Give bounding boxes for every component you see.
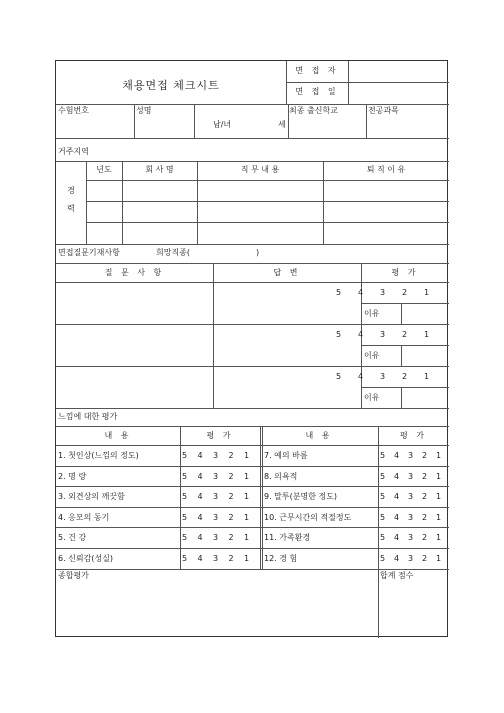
eval-right-3-scale[interactable] xyxy=(380,492,450,502)
eval-right-3-score-2[interactable]: 2 xyxy=(422,492,428,501)
eval-item-left-5: 5. 건 강 xyxy=(58,533,87,542)
answer-header: 답 변 xyxy=(273,268,301,277)
question-1-scale[interactable] xyxy=(336,288,449,298)
name-label: 성명 xyxy=(136,106,152,115)
eval-left-5-scale[interactable] xyxy=(182,533,262,543)
eval-right-1-score-2[interactable]: 2 xyxy=(422,451,428,460)
interviewer-label: 면 접 자 xyxy=(295,66,339,75)
interview-date-label: 면 접 일 xyxy=(295,87,339,96)
eval-left-1-score-2[interactable]: 2 xyxy=(228,451,234,460)
eval-left-2-score-4[interactable]: 4 xyxy=(197,472,203,481)
eval-header-rating-right: 평 가 xyxy=(400,431,427,440)
questions-label: 면접질문기재사항 xyxy=(58,248,120,257)
question-1-reason-label: 이유 xyxy=(364,309,380,318)
eval-item-left-3: 3. 외견상의 깨끗함 xyxy=(58,492,125,501)
question-3-scale[interactable] xyxy=(336,372,449,382)
desired-job-close: ) xyxy=(256,248,260,257)
eval-item-right-1: 7. 예의 바름 xyxy=(264,451,308,460)
eval-right-5-score-2[interactable]: 2 xyxy=(422,533,428,542)
eval-right-2-scale[interactable] xyxy=(380,472,450,482)
eval-right-1-score-3[interactable]: 3 xyxy=(408,451,414,460)
eval-right-2-score-5[interactable]: 5 xyxy=(380,472,386,481)
eval-right-3-score-5[interactable]: 5 xyxy=(380,492,386,501)
eval-left-2-score-1[interactable]: 1 xyxy=(244,472,250,481)
eval-left-5-score-4[interactable]: 4 xyxy=(197,533,203,542)
eval-right-6-score-5[interactable]: 5 xyxy=(380,554,386,563)
major-label: 전공과목 xyxy=(368,106,399,115)
eval-left-6-score-5[interactable]: 5 xyxy=(182,554,188,563)
eval-item-left-2: 2. 명 랑 xyxy=(58,472,87,481)
eval-right-6-score-3[interactable]: 3 xyxy=(408,554,414,563)
overall-evaluation-label: 종합평가 xyxy=(58,571,89,580)
eval-header-rating-left: 평 가 xyxy=(206,431,234,440)
gender-label: 남/녀 xyxy=(213,120,232,129)
career-header-year: 년도 xyxy=(96,165,112,174)
question-2-reason-label: 이유 xyxy=(364,351,380,360)
eval-right-1-scale[interactable] xyxy=(380,451,450,461)
desired-job-label: 희망직종( xyxy=(156,248,191,257)
q2-score-4[interactable]: 4 xyxy=(358,330,364,339)
career-header-company: 회 사 명 xyxy=(145,165,174,174)
eval-left-1-scale[interactable] xyxy=(182,451,262,461)
eval-right-2-score-1[interactable]: 1 xyxy=(436,472,442,481)
eval-left-2-score-3[interactable]: 3 xyxy=(213,472,219,481)
eval-left-4-score-3[interactable]: 3 xyxy=(213,513,219,522)
eval-header-content-left: 내 용 xyxy=(104,431,132,440)
eval-right-3-score-4[interactable]: 4 xyxy=(394,492,400,501)
checksheet xyxy=(55,60,448,637)
eval-left-3-score-1[interactable]: 1 xyxy=(244,492,250,501)
eval-left-3-score-3[interactable]: 3 xyxy=(213,492,219,501)
eval-right-2-score-2[interactable]: 2 xyxy=(422,472,428,481)
question-header: 질 문 사 항 xyxy=(104,268,165,277)
career-label: 경 xyxy=(67,186,75,195)
eval-left-5-score-2[interactable]: 2 xyxy=(228,533,234,542)
eval-left-3-score-5[interactable]: 5 xyxy=(182,492,188,501)
eval-left-6-scale[interactable] xyxy=(182,554,262,564)
eval-right-4-score-1[interactable]: 1 xyxy=(436,513,442,522)
eval-right-4-score-2[interactable]: 2 xyxy=(422,513,428,522)
eval-right-1-score-1[interactable]: 1 xyxy=(436,451,442,460)
eval-right-5-scale[interactable] xyxy=(380,533,450,543)
q3-score-2[interactable]: 2 xyxy=(402,372,408,381)
eval-item-left-1: 1. 첫인상(느낌의 정도) xyxy=(58,451,139,460)
eval-right-1-score-4[interactable]: 4 xyxy=(394,451,400,460)
eval-item-right-3: 9. 말투(분명한 정도) xyxy=(264,492,338,501)
question-2-scale[interactable] xyxy=(336,330,449,340)
eval-left-6-score-3[interactable]: 3 xyxy=(213,554,219,563)
eval-right-4-scale[interactable] xyxy=(380,513,450,523)
eval-item-right-6: 12. 경 험 xyxy=(264,554,298,563)
eval-right-3-score-1[interactable]: 1 xyxy=(436,492,442,501)
eval-right-2-score-4[interactable]: 4 xyxy=(394,472,400,481)
eval-item-left-4: 4. 응모의 동기 xyxy=(58,513,110,522)
eval-left-1-score-5[interactable]: 5 xyxy=(182,451,188,460)
document-title: 채용면접 체크시트 xyxy=(122,79,220,92)
eval-left-4-scale[interactable] xyxy=(182,513,262,523)
q2-score-5[interactable]: 5 xyxy=(336,330,342,339)
eval-left-2-score-5[interactable]: 5 xyxy=(182,472,188,481)
eval-left-5-score-1[interactable]: 1 xyxy=(244,533,250,542)
eval-left-6-score-2[interactable]: 2 xyxy=(228,554,234,563)
age-unit-label: 세 xyxy=(278,120,286,129)
eval-left-3-score-2[interactable]: 2 xyxy=(228,492,234,501)
career-label-2: 력 xyxy=(67,204,75,213)
career-header-duties: 직 무 내 용 xyxy=(240,165,280,174)
eval-right-6-score-1[interactable]: 1 xyxy=(436,554,442,563)
q2-score-2[interactable]: 2 xyxy=(402,330,408,339)
eval-right-3-score-3[interactable]: 3 xyxy=(408,492,414,501)
eval-left-1-score-3[interactable]: 3 xyxy=(213,451,219,460)
q3-score-4[interactable]: 4 xyxy=(358,372,364,381)
eval-item-left-6: 6. 신뢰감(성실) xyxy=(58,554,114,563)
eval-left-3-score-4[interactable]: 4 xyxy=(197,492,203,501)
eval-left-4-score-5[interactable]: 5 xyxy=(182,513,188,522)
eval-left-5-score-3[interactable]: 3 xyxy=(213,533,219,542)
q1-score-1[interactable]: 1 xyxy=(424,288,430,297)
eval-right-5-score-3[interactable]: 3 xyxy=(408,533,414,542)
exam-number-label: 수험번호 xyxy=(58,106,89,115)
eval-right-5-score-4[interactable]: 4 xyxy=(394,533,400,542)
q1-score-3[interactable]: 3 xyxy=(380,288,386,297)
eval-right-1-score-5[interactable]: 5 xyxy=(380,451,386,460)
eval-right-4-score-3[interactable]: 3 xyxy=(408,513,414,522)
eval-left-1-score-1[interactable]: 1 xyxy=(244,451,250,460)
q3-score-5[interactable]: 5 xyxy=(336,372,342,381)
eval-left-5-score-5[interactable]: 5 xyxy=(182,533,188,542)
eval-right-6-score-2[interactable]: 2 xyxy=(422,554,428,563)
total-score-label: 합계 점수 xyxy=(380,571,414,580)
rating-header: 평 가 xyxy=(391,268,419,277)
eval-right-5-score-1[interactable]: 1 xyxy=(436,533,442,542)
evaluation-label: 느낌에 대한 평가 xyxy=(58,412,118,421)
eval-item-right-2: 8. 의욕적 xyxy=(264,472,298,481)
question-3-reason-label: 이유 xyxy=(364,393,380,402)
eval-right-4-score-5[interactable]: 5 xyxy=(380,513,386,522)
eval-left-2-scale[interactable] xyxy=(182,472,262,482)
eval-right-6-scale[interactable] xyxy=(380,554,450,564)
q1-score-2[interactable]: 2 xyxy=(402,288,408,297)
career-header-reason: 퇴 직 이 유 xyxy=(366,165,406,174)
eval-left-6-score-4[interactable]: 4 xyxy=(197,554,203,563)
q1-score-5[interactable]: 5 xyxy=(336,288,342,297)
q2-score-3[interactable]: 3 xyxy=(380,330,386,339)
eval-left-3-scale[interactable] xyxy=(182,492,262,502)
q3-score-1[interactable]: 1 xyxy=(424,372,430,381)
eval-right-5-score-5[interactable]: 5 xyxy=(380,533,386,542)
eval-header-content-right: 내 용 xyxy=(305,431,333,440)
residence-label: 거주지역 xyxy=(58,147,89,156)
eval-left-4-score-1[interactable]: 1 xyxy=(244,513,250,522)
eval-left-4-score-4[interactable]: 4 xyxy=(197,513,203,522)
q1-score-4[interactable]: 4 xyxy=(358,288,364,297)
eval-left-2-score-2[interactable]: 2 xyxy=(228,472,234,481)
eval-right-2-score-3[interactable]: 3 xyxy=(408,472,414,481)
eval-item-right-4: 10. 근무시간의 적절정도 xyxy=(264,513,352,522)
eval-left-6-score-1[interactable]: 1 xyxy=(244,554,250,563)
eval-left-4-score-2[interactable]: 2 xyxy=(228,513,234,522)
school-label: 최종 출신학교 xyxy=(289,106,338,115)
q3-score-3[interactable]: 3 xyxy=(380,372,386,381)
eval-item-right-5: 11. 가족환경 xyxy=(264,533,311,542)
eval-left-1-score-4[interactable]: 4 xyxy=(197,451,203,460)
eval-right-4-score-4[interactable]: 4 xyxy=(394,513,400,522)
q2-score-1[interactable]: 1 xyxy=(424,330,430,339)
eval-right-6-score-4[interactable]: 4 xyxy=(394,554,400,563)
